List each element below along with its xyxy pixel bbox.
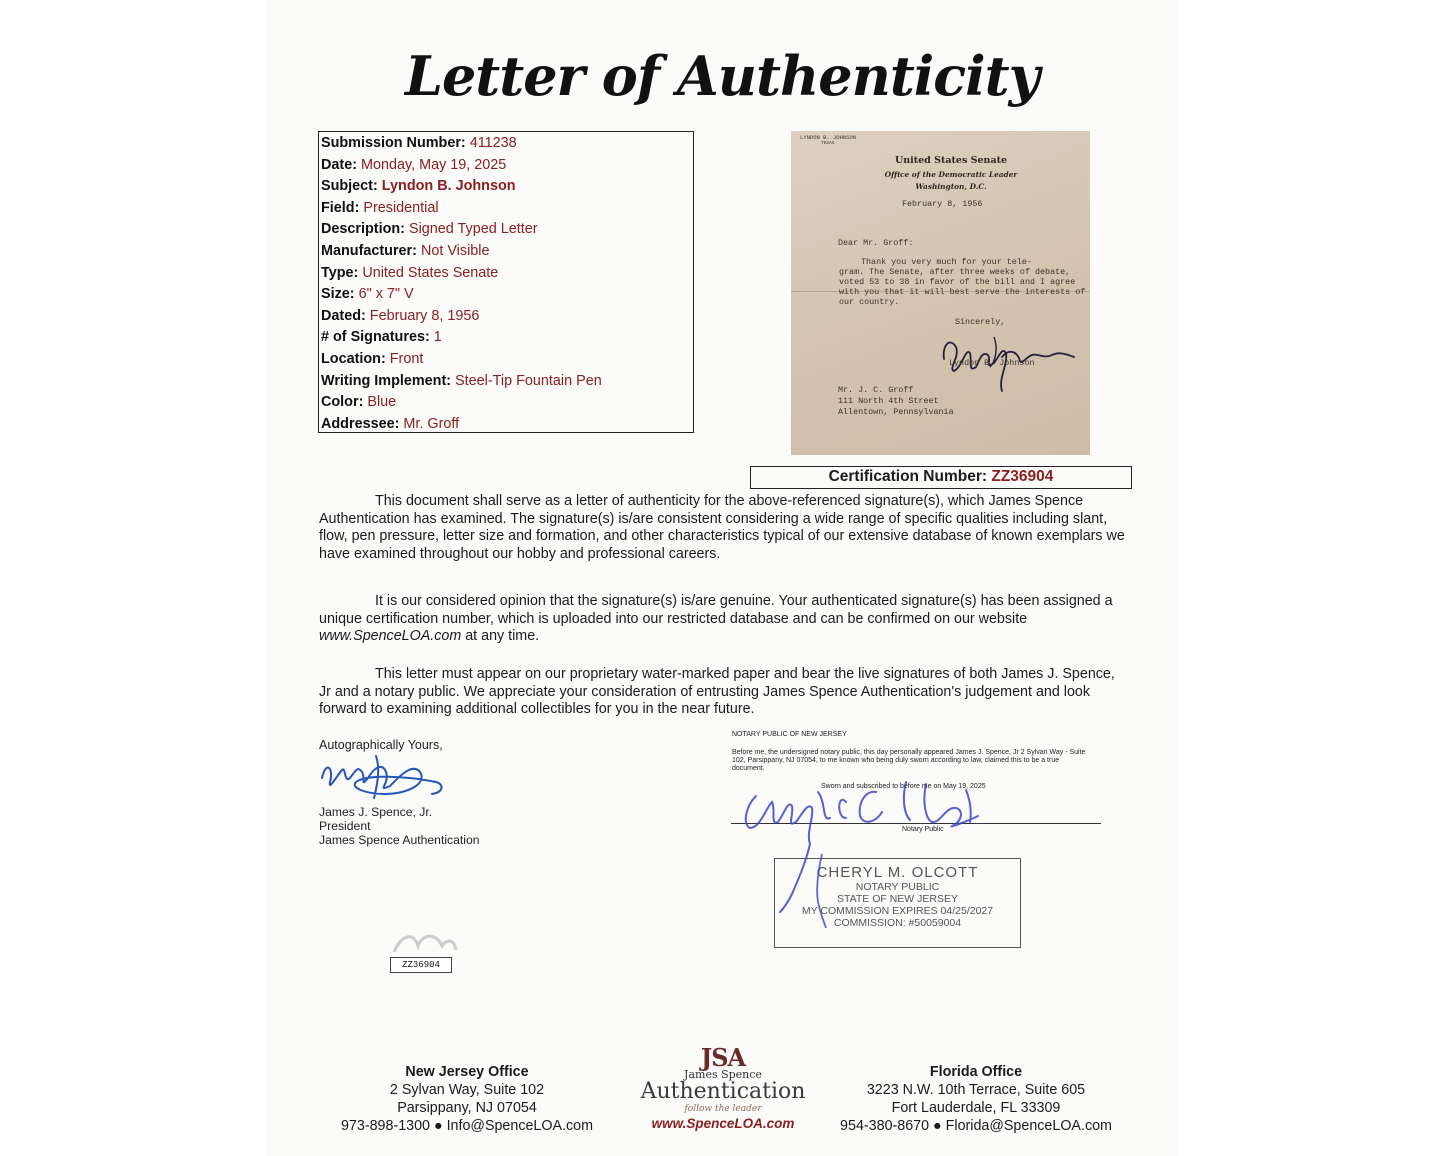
nj-office [322,1063,612,1135]
letter-body-line: our country. [839,297,900,307]
letter-address-line: 111 North 4th Street [838,396,939,406]
info-row: Submission Number: 411238 [321,135,517,151]
jsa-name: James Spence [684,1068,762,1081]
fl-office-heading: Florida Office [929,1064,1023,1080]
info-row: Location: Front [321,350,424,367]
fl-office-line: Fort Lauderdale, FL 33309 [891,1100,1061,1116]
letter-office: Office of the Democratic Leader [884,170,1018,179]
info-row: Date: Monday, May 19, 2025 [321,156,507,173]
document-title: Letter of Authenticity [404,44,1039,108]
certification-value: ZZ36904 [991,468,1054,485]
jsa-tagline: follow the leader [684,1104,762,1114]
info-row: Subject: Lyndon B. Johnson [321,178,516,195]
info-row: Size: 6" x 7" V [321,286,414,303]
info-row: Color: Blue [321,394,397,411]
letterhead-state: TEXAS [821,141,835,146]
stamp-commission: COMMISSION: #50059004 [833,917,962,929]
letter-body-line: Thank you very much for your tele- [861,257,1032,267]
fl-office [826,1063,1126,1135]
nj-office-heading: New Jersey Office [405,1064,529,1080]
letterhead-name: LYNDON B. JOHNSON [800,134,857,141]
letter-address-line: Allentown, Pennsylvania [838,407,954,417]
notary-heading: NOTARY PUBLIC OF NEW JERSEY [732,731,847,738]
jsa-wordmark: JSA [700,1043,746,1072]
letter-closing: Sincerely, [955,317,1006,327]
certification-label: Certification Number: [828,468,988,485]
info-row: Manufacturer: Not Visible [321,242,490,259]
paragraph-opinion: It is our considered opinion that the signature(s) is/are genuine. Your authenticated signature(s) has been assigned a unique certification number, which is uploaded into our restricted database and can be confirmed on our website www.SpenceLOA.com at any time. [319,593,1113,645]
nj-office-line: Parsippany, NJ 07054 [397,1100,537,1116]
jsa-url[interactable]: www.SpenceLOA.com [651,1116,795,1131]
nj-office-line: 2 Sylvan Way, Suite 102 [389,1082,545,1098]
letter-org: United States Senate [894,155,1008,166]
fl-office-contact: 954-380-8670 ● Florida@SpenceLOA.com [840,1118,1112,1134]
info-row: Type: United States Senate [321,264,499,281]
certification-number-box [750,466,1132,489]
info-row: Addressee: Mr. Groff [321,415,460,432]
notary-text-line: document. [732,765,765,772]
stamp-name: CHERYL M. OLCOTT [816,864,979,881]
signoff-name: James J. Spence, Jr. [319,805,433,819]
notary-signature [726,762,1046,932]
info-row: Field: Presidential [321,199,439,216]
notary-line-label: Notary Public [902,826,944,833]
letter-sheet [266,0,1178,1156]
stamp-state: STATE OF NEW JERSEY [837,893,958,905]
letter-date: February 8, 1956 [902,199,983,209]
signoff-company: James Spence Authentication [319,833,480,847]
jsa-logo [628,1043,818,1142]
website-link[interactable]: www.SpenceLOA.com [319,628,462,645]
letter-address-line: Mr. J. C. Groff [838,385,914,395]
letter-body-line: voted 53 to 38 in favor of the bill and I agree [839,277,1076,287]
info-row: Dated: February 8, 1956 [321,307,480,324]
notary-text-line: 102, Parsippany, NJ 07054, to me known who being duly sworn according to law, claimed this to be a true [732,757,1060,764]
signoff-closing: Autographically Yours, [319,738,443,752]
info-row: Description: Signed Typed Letter [321,221,538,238]
signed-letter-photo [791,131,1090,455]
stamp-expires: MY COMMISSION EXPIRES 04/25/2027 [801,905,994,917]
notary-text-line: Before me, the undersigned notary public, this day personally appeared James J. Spence, Jr 2 Sylvan Way - Suite [732,749,1086,756]
notary-sworn: Sworn and subscribed to before me on May 19, 2025 [821,783,986,790]
hologram-sticker [384,928,464,960]
fl-office-line: 3223 N.W. 10th Terrace, Suite 605 [866,1082,1086,1098]
letter-body-line: gram. The Senate, after three weeks of debate, [839,267,1071,277]
hologram-number: ZZ36904 [390,957,452,973]
letter-salutation: Dear Mr. Groff: [838,238,914,248]
info-box [318,131,694,433]
nj-office-contact: 973-898-1300 ● Info@SpenceLOA.com [340,1118,594,1134]
signoff-role: President [319,819,371,833]
info-row: Writing Implement: Steel-Tip Fountain Pen [321,372,602,389]
letter-city: Washington, D.C. [915,182,987,191]
letter-body-line: with you that it will best serve the interests of [839,287,1086,297]
jsa-authentication: Authentication [640,1079,806,1104]
stamp-title: NOTARY PUBLIC [855,881,940,893]
spence-signature [316,748,451,804]
info-row: # of Signatures: 1 [321,329,442,346]
letter-typed-name: Lyndon B. Johnson [949,358,1035,368]
paragraph-examination: This document shall serve as a letter of authenticity for the above-referenced signature(s), which James Spence Authentication has examined. The signature(s) is/are consistent considering a wide range of specific qualities including slant, flow, pen pressure, letter size and formation, and other characteristics typical of our extensive database of known exemplars we have examined throughout our hobby and professional careers. [319,493,1125,562]
paragraph-watermark: This letter must appear on our proprietary water-marked paper and bear the live signatures of both James J. Spence, Jr and a notary public. We appreciate your consideration of entrusting James Spence Authentication's judgement and look forward to examining additional collectibles for you in the near future. [319,666,1115,718]
